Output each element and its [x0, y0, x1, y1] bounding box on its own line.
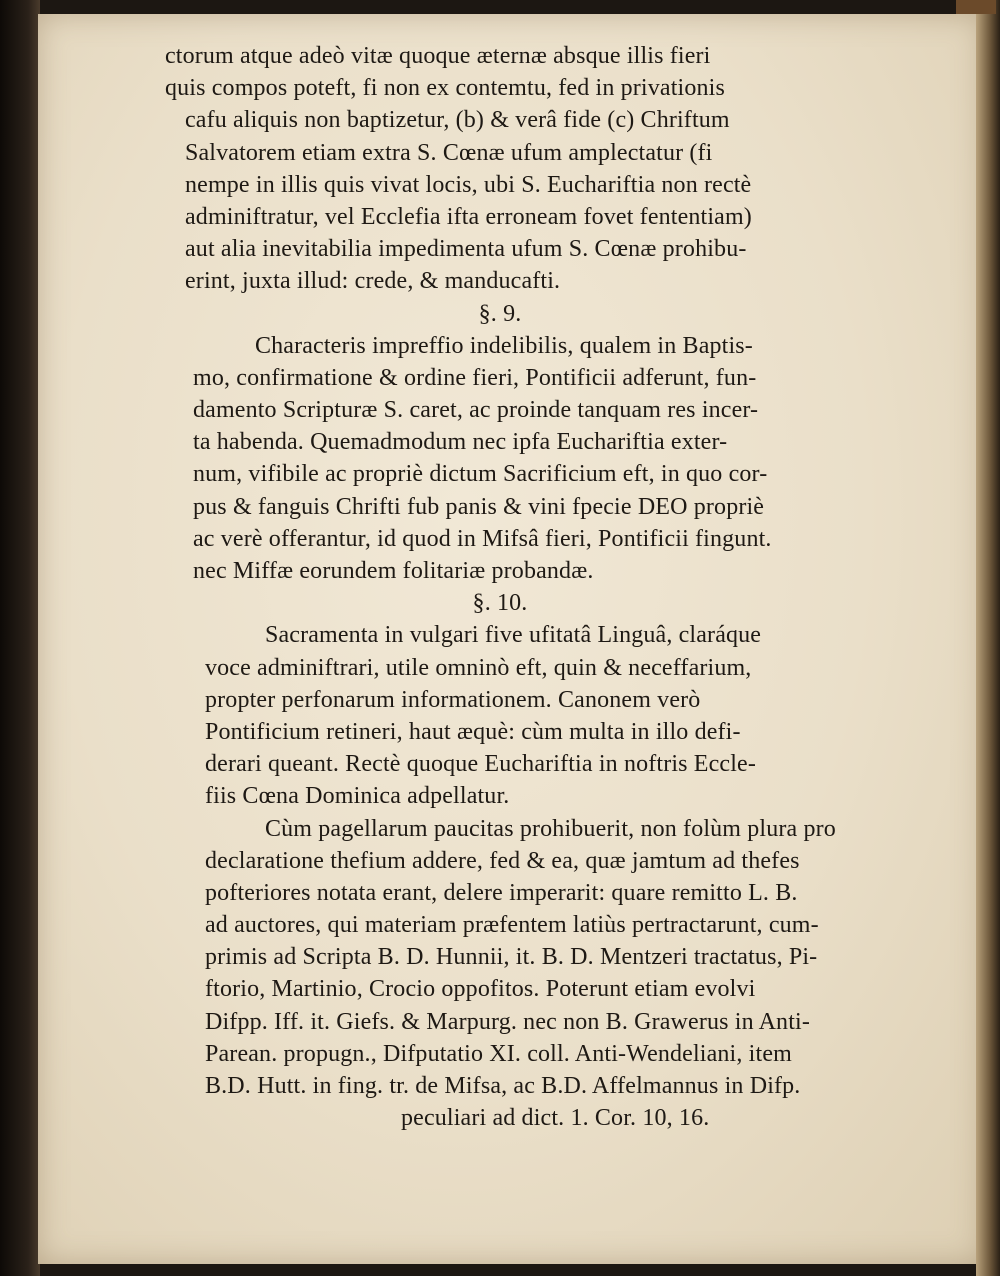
- text-line: voce adminiftrari, utile omninò eft, quin & neceffarium,: [205, 654, 752, 681]
- text-line: B.D. Hutt. in fing. tr. de Mifsa, ac B.D. Affelmannus in Difp.: [205, 1073, 801, 1099]
- text-line: pus & fanguis Chrifti fub panis & vini fpecie DEO propriè: [193, 493, 765, 520]
- text-line: adminiftratur, vel Ecclefia ifta erroneam fovet fententiam): [185, 203, 752, 230]
- text-line: ftorio, Martinio, Crocio oppofitos. Poterunt etiam evolvi: [205, 976, 756, 1003]
- text-line: nempe in illis quis vivat locis, ubi S. Euchariftia non rectè: [185, 171, 752, 198]
- text-line: Salvatorem etiam extra S. Cœnæ ufum amplectatur (fi: [185, 139, 713, 166]
- text-line: Difpp. Iff. it. Giefs. & Marpurg. nec non B. Grawerus in Anti-: [205, 1008, 810, 1035]
- text-line: damento Scripturæ S. caret, ac proinde tanquam res incer-: [193, 397, 759, 424]
- page-edge-shadow: [976, 0, 1000, 1276]
- text-line: peculiari ad dict. 1. Cor. 10, 16.: [401, 1105, 710, 1132]
- text-line: propter perfonarum informationem. Canonem verò: [205, 686, 701, 713]
- text-line: quis compos poteft, fi non ex contemtu, fed in privationis: [165, 75, 725, 102]
- text-line: Pontificium retineri, haut æquè: cùm multa in illo defi-: [205, 718, 741, 745]
- text-line: erint, juxta illud: crede, & manducafti.: [185, 268, 561, 295]
- text-line: Parean. propugn., Difputatio XI. coll. Anti-Wendeliani, item: [205, 1040, 792, 1067]
- text-line: declaratione thefium addere, fed & ea, quæ jamtum ad thefes: [205, 847, 800, 874]
- text-line: Sacramenta in vulgari five ufitatâ Linguâ, claráque: [265, 622, 762, 649]
- text-line: ac verè offerantur, id quod in Mifsâ fieri, Pontificii fingunt.: [193, 525, 772, 552]
- text-line: primis ad Scripta B. D. Hunnii, it. B. D. Mentzeri tractatus, Pi-: [205, 944, 818, 971]
- text-line: fiis Cœna Dominica adpellatur.: [205, 783, 510, 810]
- text-line: ctorum atque adeò vitæ quoque æternæ absque illis fieri: [165, 43, 711, 69]
- text-line: aut alia inevitabilia impedimenta ufum S. Cœnæ prohibu-: [185, 236, 747, 263]
- text-line: mo, confirmatione & ordine fieri, Pontificii adferunt, fun-: [193, 364, 757, 391]
- book-spine-shadow: [0, 0, 40, 1276]
- text-line: num, vifibile ac propriè dictum Sacrificium eft, in quo cor-: [193, 461, 768, 488]
- text-line: ta habenda. Quemadmodum nec ipfa Euchariftia exter-: [193, 429, 728, 456]
- text-line: nec Miffæ eorundem folitariæ probandæ.: [193, 558, 594, 584]
- corner-mark: [956, 0, 996, 14]
- text-line: derari queant. Rectè quoque Euchariftia in noftris Eccle-: [205, 751, 756, 778]
- text-line: Cùm pagellarum paucitas prohibuerit, non folùm plura pro: [265, 815, 836, 842]
- text-line: Characteris impreffio indelibilis, qualem in Baptis-: [255, 332, 753, 359]
- section-heading: §. 9.: [478, 300, 522, 327]
- text-line: cafu aliquis non baptizetur, (b) & verâ fide (c) Chriftum: [185, 107, 730, 134]
- section-heading: §. 10.: [472, 590, 528, 617]
- text-line: ad auctores, qui materiam præfentem latiùs pertractarunt, cum-: [205, 912, 819, 939]
- text-line: pofteriores notata erant, delere imperarit: quare remitto L. B.: [205, 879, 798, 906]
- page-text: [165, 40, 945, 1134]
